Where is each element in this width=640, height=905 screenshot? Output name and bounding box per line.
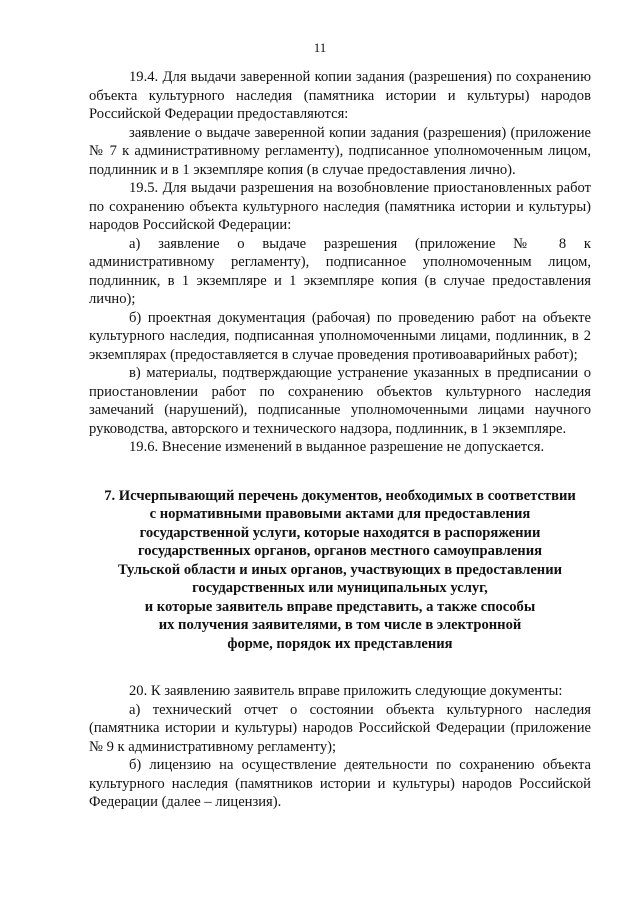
heading-line: государственных органов, органов местного самоуправления: [137, 543, 543, 559]
paragraph-20: 20. К заявлению заявитель вправе приложить следующие документы:: [129, 683, 563, 699]
section-7-heading: [89, 487, 591, 654]
paragraph-19-4-item: заявление о выдаче заверенной копии задания (разрешения) (приложение № 7 к административному регламенту), подписанное уполномоченным лицом, подлинник и в 1 экземпляре копия (в случае предоставления лично).: [89, 124, 591, 178]
heading-line: 7. Исчерпывающий перечень документов, необходимых в соответствии: [104, 487, 576, 504]
paragraph-19-5: 19.5. Для выдачи разрешения на возобновление приостановленных работ по сохранению объекта культурного наследия (памятника истории и культуры) народов Российской Федерации:: [89, 180, 591, 233]
heading-line: и которые заявитель вправе представить, а также способы: [144, 598, 536, 615]
paragraph-20-a: а) технический отчет о состоянии объекта культурного наследия (памятника истории и культуры) народов Российской Федерации (приложение № 9 к административному регламенту);: [89, 701, 591, 755]
paragraph-20-b: б) лицензию на осуществление деятельности по сохранению объекта культурного наследия (памятников истории и культуры) народов Российской Федерации (далее – лицензия).: [89, 757, 591, 810]
page-number: 11: [313, 40, 327, 55]
paragraph-19-5-b: б) проектная документация (рабочая) по проведению работ на объекте культурного наследия, подписанная уполномоченными лицами, подлинник, в 2 экземплярах (предоставляется в случае проведения противоаварийных работ);: [89, 309, 591, 363]
paragraph-19-5-a: а) заявление о выдаче разрешения (приложение № 8 к административному регламенту), подписанное уполномоченным лицом, подлинник, в 1 экземпляре и 1 экземпляре копия (в случае предоставления лично);: [89, 235, 591, 307]
heading-line: форме, порядок их представления: [227, 635, 453, 652]
paragraph-19-4: 19.4. Для выдачи заверенной копии задания (разрешения) по сохранению объекта культурного наследия (памятника истории и культуры) народов Российской Федерации предоставляются:: [89, 69, 591, 122]
heading-line: Тульской области и иных органов, участвующих в предоставлении: [117, 561, 563, 578]
heading-line: с нормативными правовыми актами для предоставления: [149, 506, 531, 522]
paragraph-19-6: 19.6. Внесение изменений в выданное разрешение не допускается.: [129, 439, 545, 455]
document-body: [89, 68, 591, 812]
heading-line: государственной услуги, которые находятся в распоряжении: [139, 524, 541, 541]
paragraph-19-5-v: в) материалы, подтверждающие устранение указанных в предписании о приостановлении работ по сохранению объектов культурного наследия замечаний (нарушений), подписанные уполномоченными лицами научного руководства, авторского и технического надзора, подлинник, в 1 экземпляре.: [89, 365, 591, 437]
heading-line: их получения заявителями, в том числе в электронной: [158, 617, 522, 633]
heading-line: государственных или муниципальных услуг,: [192, 580, 488, 596]
